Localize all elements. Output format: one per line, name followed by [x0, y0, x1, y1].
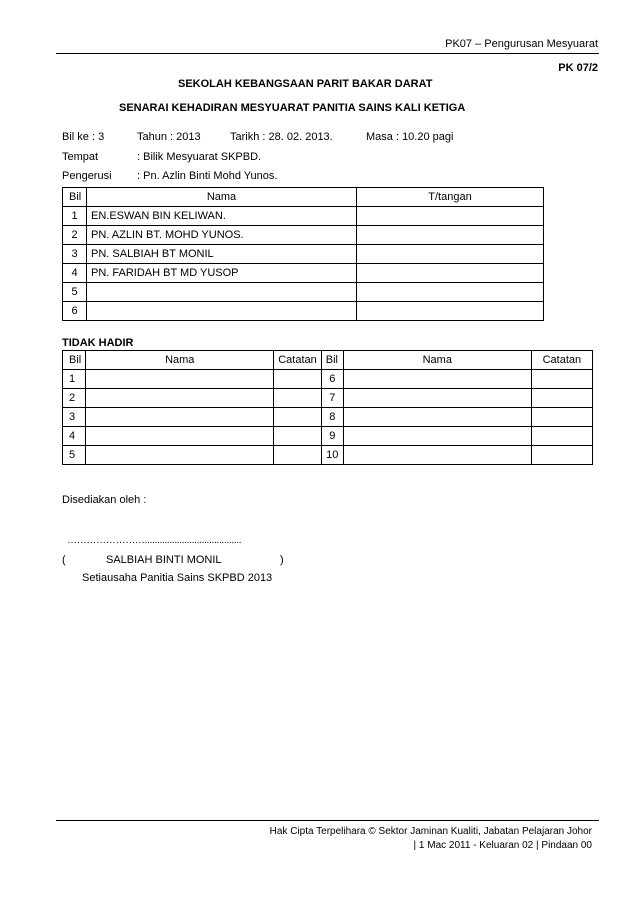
row-nama	[87, 302, 357, 321]
row-nama: PN. AZLIN BT. MOHD YUNOS.	[87, 226, 357, 245]
absent-catatan-left	[274, 446, 322, 465]
header-nama: Nama	[87, 188, 357, 207]
table-row	[63, 226, 544, 245]
attendance-header-row	[63, 188, 544, 207]
row-bil: 6	[63, 302, 87, 321]
absent-bil-left: 5	[63, 446, 86, 465]
venue-label: Tempat	[62, 151, 99, 163]
absent-nama-right	[343, 370, 531, 389]
absent-bil-left: 2	[63, 389, 86, 408]
row-signature	[357, 283, 544, 302]
absent-nama-right	[343, 408, 531, 427]
close-paren: )	[280, 554, 284, 566]
absent-title: TIDAK HADIR	[62, 337, 134, 349]
absent-catatan-right	[531, 370, 592, 389]
table-row	[63, 302, 544, 321]
absent-nama-left	[86, 389, 274, 408]
absent-bil-left: 1	[63, 370, 86, 389]
absent-catatan-right	[531, 427, 592, 446]
header-catatan-left: Catatan	[274, 351, 322, 370]
absent-bil-right: 10	[321, 446, 343, 465]
row-signature	[357, 245, 544, 264]
table-row	[63, 408, 593, 427]
table-row	[63, 427, 593, 446]
absent-nama-left	[86, 427, 274, 446]
form-code: PK 07/2	[558, 62, 598, 74]
absent-header-row	[63, 351, 593, 370]
row-nama: PN. FARIDAH BT MD YUSOP	[87, 264, 357, 283]
absent-catatan-left	[274, 370, 322, 389]
row-signature	[357, 302, 544, 321]
meeting-number: Bil ke : 3	[62, 131, 105, 143]
absent-table	[62, 350, 593, 465]
table-row	[63, 283, 544, 302]
header-bil-left: Bil	[63, 351, 86, 370]
absent-catatan-left	[274, 389, 322, 408]
footer-issue: | 1 Mac 2011 - Keluaran 02 | Pindaan 00	[413, 840, 592, 851]
absent-bil-left: 4	[63, 427, 86, 446]
row-bil: 2	[63, 226, 87, 245]
venue-value: : Bilik Mesyuarat SKPBD.	[137, 151, 262, 163]
row-signature	[357, 264, 544, 283]
header-signature: T/tangan	[357, 188, 544, 207]
header-divider	[56, 53, 599, 54]
school-title: SEKOLAH KEBANGSAAN PARIT BAKAR DARAT	[178, 78, 433, 90]
row-nama: EN.ESWAN BIN KELIWAN.	[87, 207, 357, 226]
prepared-by-label: Disediakan oleh :	[62, 494, 147, 506]
absent-bil-right: 9	[321, 427, 343, 446]
absent-bil-left: 3	[63, 408, 86, 427]
row-bil: 3	[63, 245, 87, 264]
absent-catatan-left	[274, 408, 322, 427]
chair-value: : Pn. Azlin Binti Mohd Yunos.	[137, 170, 278, 182]
table-row	[63, 264, 544, 283]
table-row	[63, 389, 593, 408]
absent-catatan-right	[531, 446, 592, 465]
row-bil: 5	[63, 283, 87, 302]
absent-nama-right	[343, 427, 531, 446]
row-nama: PN. SALBIAH BT MONIL	[87, 245, 357, 264]
header-nama-left: Nama	[86, 351, 274, 370]
meeting-year: Tahun : 2013	[137, 131, 201, 143]
open-paren: (	[62, 554, 66, 566]
row-bil: 1	[63, 207, 87, 226]
header-ref: PK07 – Pengurusan Mesyuarat	[445, 38, 598, 50]
header-bil: Bil	[63, 188, 87, 207]
absent-bil-right: 6	[321, 370, 343, 389]
header-bil-right: Bil	[321, 351, 343, 370]
absent-nama-right	[343, 446, 531, 465]
footer-copyright: Hak Cipta Terpelihara © Sektor Jaminan Kualiti, Jabatan Pelajaran Johor	[269, 826, 592, 837]
table-row	[63, 370, 593, 389]
chair-label: Pengerusi	[62, 170, 112, 182]
document-subtitle: SENARAI KEHADIRAN MESYUARAT PANITIA SAINS KALI KETIGA	[119, 102, 466, 114]
absent-nama-right	[343, 389, 531, 408]
preparer-position: Setiausaha Panitia Sains SKPBD 2013	[82, 572, 273, 584]
meeting-time: Masa : 10.20 pagi	[366, 131, 454, 143]
row-signature	[357, 207, 544, 226]
absent-nama-left	[86, 408, 274, 427]
absent-bil-right: 8	[321, 408, 343, 427]
header-catatan-right: Catatan	[531, 351, 592, 370]
table-row	[63, 207, 544, 226]
table-row	[63, 245, 544, 264]
header-nama-right: Nama	[343, 351, 531, 370]
absent-nama-left	[86, 446, 274, 465]
preparer-name: SALBIAH BINTI MONIL	[106, 554, 222, 566]
row-bil: 4	[63, 264, 87, 283]
absent-catatan-right	[531, 408, 592, 427]
meeting-date: Tarikh : 28. 02. 2013.	[230, 131, 333, 143]
signature-line: …………………….......................................	[67, 535, 242, 546]
absent-nama-left	[86, 370, 274, 389]
attendance-table	[62, 187, 544, 321]
row-signature	[357, 226, 544, 245]
footer-divider	[56, 820, 599, 821]
row-nama	[87, 283, 357, 302]
absent-bil-right: 7	[321, 389, 343, 408]
absent-catatan-left	[274, 427, 322, 446]
table-row	[63, 446, 593, 465]
absent-catatan-right	[531, 389, 592, 408]
